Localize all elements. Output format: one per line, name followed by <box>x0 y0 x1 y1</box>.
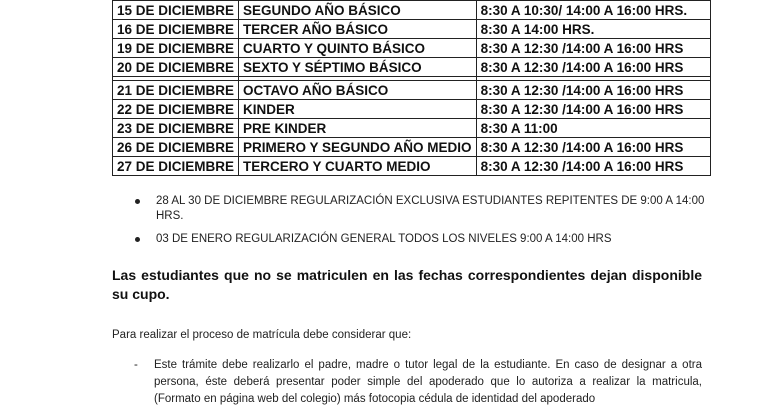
level-cell: PRIMERO Y SEGUNDO AÑO MEDIO <box>239 138 477 157</box>
table-row <box>113 1 711 20</box>
table-row <box>113 39 711 58</box>
hours-cell: 8:30 A 11:00 <box>476 119 710 138</box>
table-row <box>113 119 711 138</box>
hours-cell: 8:30 A 12:30 /14:00 A 16:00 HRS <box>476 81 710 100</box>
table-row <box>113 81 711 100</box>
regularization-list <box>132 194 722 255</box>
list-item-text: 28 AL 30 DE DICIEMBRE REGULARIZACIÓN EXCLUSIVA ESTUDIANTES REPITENTES DE 9:00 A 14:00 HRS. <box>156 195 705 222</box>
list-item <box>132 194 722 224</box>
date-cell: 27 DE DICIEMBRE <box>113 157 239 176</box>
list-item-text: 03 DE ENERO REGULARIZACIÓN GENERAL TODOS LOS NIVELES 9:00 A 14:00 HRS <box>156 233 612 245</box>
bullet-icon <box>135 237 140 242</box>
requirement-item <box>112 357 702 408</box>
level-cell: KINDER <box>239 100 477 119</box>
hours-cell: 8:30 A 12:30 /14:00 A 16:00 HRS <box>476 58 710 77</box>
schedule-table <box>112 0 711 176</box>
hours-cell: 8:30 A 12:30 /14:00 A 16:00 HRS <box>476 100 710 119</box>
hours-cell: 8:30 A 10:30/ 14:00 A 16:00 HRS. <box>476 1 710 20</box>
date-cell: 23 DE DICIEMBRE <box>113 119 239 138</box>
date-cell: 26 DE DICIEMBRE <box>113 138 239 157</box>
table-row <box>113 138 711 157</box>
hours-cell: 8:30 A 12:30 /14:00 A 16:00 HRS <box>476 157 710 176</box>
date-cell: 16 DE DICIEMBRE <box>113 20 239 39</box>
level-cell: TERCER AÑO BÁSICO <box>239 20 477 39</box>
level-cell: OCTAVO AÑO BÁSICO <box>239 81 477 100</box>
table-row <box>113 100 711 119</box>
requirements-intro: Para realizar el proceso de matrícula debe considerar que: <box>112 329 412 341</box>
hours-cell: 8:30 A 12:30 /14:00 A 16:00 HRS <box>476 39 710 58</box>
hours-cell: 8:30 A 14:00 HRS. <box>476 20 710 39</box>
level-cell: SEGUNDO AÑO BÁSICO <box>239 1 477 20</box>
level-cell: PRE KINDER <box>239 119 477 138</box>
level-cell: CUARTO Y QUINTO BÁSICO <box>239 39 477 58</box>
date-cell: 15 DE DICIEMBRE <box>113 1 239 20</box>
date-cell: 21 DE DICIEMBRE <box>113 81 239 100</box>
table-row <box>113 157 711 176</box>
date-cell: 20 DE DICIEMBRE <box>113 58 239 77</box>
level-cell: TERCERO Y CUARTO MEDIO <box>239 157 477 176</box>
table-row <box>113 20 711 39</box>
enrollment-warning: Las estudiantes que no se matriculen en las fechas correspondientes dejan disponible su cupo. <box>112 267 702 302</box>
requirement-text: Este trámite debe realizarlo el padre, madre o tutor legal de la estudiante. En caso de designar a otra persona, éste deberá presentar poder simple del apoderado que lo autoriza a realizar la matricula, (Formato en página web del colegio) más fotocopia cédula de identidad del apoderado <box>154 359 702 405</box>
list-item <box>132 232 722 247</box>
level-cell: SEXTO Y SÉPTIMO BÁSICO <box>239 58 477 77</box>
date-cell: 19 DE DICIEMBRE <box>113 39 239 58</box>
date-cell: 22 DE DICIEMBRE <box>113 100 239 119</box>
table-row <box>113 58 711 77</box>
dash-icon: - <box>134 359 138 371</box>
hours-cell: 8:30 A 12:30 /14:00 A 16:00 HRS <box>476 138 710 157</box>
bullet-icon <box>135 199 140 204</box>
